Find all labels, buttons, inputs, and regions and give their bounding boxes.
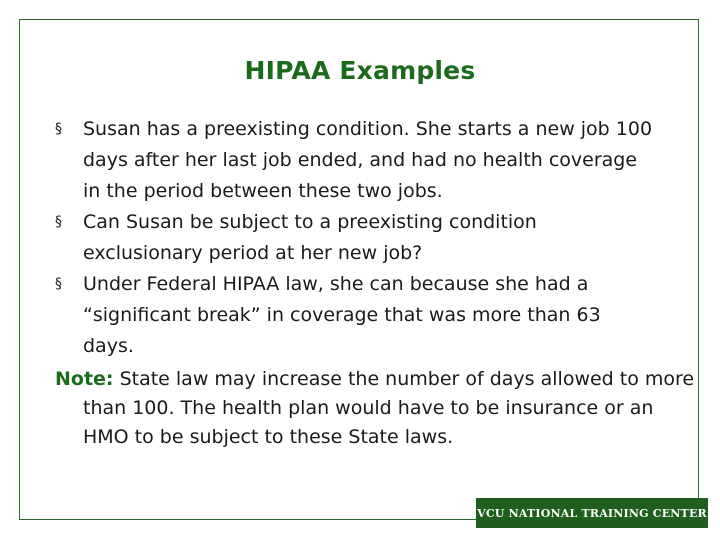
bullet-list	[55, 114, 655, 362]
bullet-text: Susan has a preexisting condition. She starts a new job 100 days after her last job ended, and had no health coverage in the period between these two jobs.	[83, 118, 653, 202]
bullet-text: Under Federal HIPAA law, she can because she had a “significant break” in coverage that was more than 63 days.	[83, 273, 601, 357]
note-label: Note:	[55, 368, 114, 390]
list-item	[55, 207, 655, 269]
bullet-icon: §	[55, 276, 62, 292]
note-text: State law may increase the number of days allowed to more than 100. The health plan would have to be insurance or an HMO to be subject to these State laws.	[83, 368, 695, 448]
slide-title: HIPAA Examples	[244, 56, 476, 85]
bullet-text: Can Susan be subject to a preexisting condition exclusionary period at her new job?	[83, 211, 537, 264]
bullet-icon: §	[55, 214, 62, 230]
note-paragraph	[55, 365, 703, 452]
list-item	[55, 114, 655, 207]
footer-badge: VCU NATIONAL TRAINING CENTER	[476, 498, 708, 528]
list-item	[55, 269, 655, 362]
bullet-icon: §	[55, 121, 62, 137]
